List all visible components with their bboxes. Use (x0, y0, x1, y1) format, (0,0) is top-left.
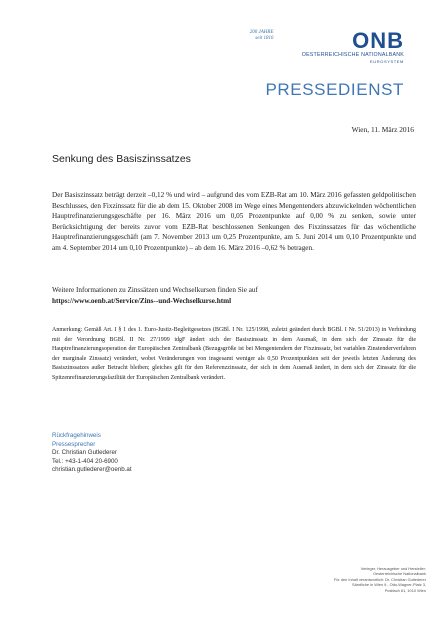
footer-line-3: Für den Inhalt verantwortlich: Dr. Christian Gutlederer (333, 576, 426, 582)
anniversary-mark (250, 30, 274, 42)
anniversary-line2: seit 1816 (255, 36, 274, 41)
section-title: PRESSEDIENST (265, 80, 404, 99)
logo-mark: ONB (352, 28, 404, 53)
contact-name: Dr. Christian Gutlederer (52, 449, 117, 457)
publisher-footer (334, 566, 426, 593)
footer-line-2: Oesterreichische Nationalbank (373, 571, 426, 577)
bank-name: OESTERREICHISCHE NATIONALBANK (301, 52, 404, 58)
page-title: Senkung des Basiszinssatzes (52, 153, 191, 165)
contact-phone: Tel.: +43-1-404 20-6900 (52, 457, 118, 465)
press-date: Wien, 11. März 2016 (351, 125, 414, 134)
info-text: Weitere Informationen zu Zinssätzen und Wechselkursen finden Sie auf (52, 286, 258, 294)
oenb-logo (249, 28, 404, 64)
body-paragraph-1: Der Basiszinssatz beträgt derzeit –0,12 % und wird – aufgrund des vom EZB-Rat am 10. März 2016 gefassten geldpolitischen Beschlusses, den Fixzinssatz für die ab dem 15. Oktober 2008 im Wege eines Mengentenders abzuwickelnden wöchentlichen Hauptrefinanzierungsgeschäfte per 16. März 2016 um 0,05 Prozentpunkte auf 0,00 % zu senken, sowie unter Berücksichtigung der bereits zuvor vom EZB-Rat beschlossenen Senkungen des Fixzinssatzes für das wöchentliche Hauptrefinanzierungsgeschäft (am 7. November 2013 um 0,25 Prozentpunkte, am 5. Juni 2014 um 0,10 Prozentpunkte und am 4. September 2014 um 0,10 Prozentpunkte) – ab dem 16. März 2016 –0,62 % betragen. (52, 191, 416, 252)
eurosystem-label: EUROSYSTEM (369, 59, 404, 64)
contact-role: Pressesprecher (52, 440, 96, 448)
footer-line-1: Verleger, Herausgeber und Hersteller: (360, 566, 426, 571)
anniversary-line1: 200 JAHRE (249, 30, 274, 35)
info-link[interactable]: https://www.oenb.at/Service/Zins--und-Wechselkurse.html (52, 296, 232, 305)
contact-email[interactable]: christian.gutlederer@oenb.at (52, 466, 132, 474)
contact-heading: Rückfragehinweis (52, 432, 101, 439)
footer-line-4: Sämtliche in Wien 9., Otto-Wagner-Platz 3, (351, 582, 426, 588)
footer-line-5: Postfach 61, 1010 Wien (384, 587, 426, 593)
legal-note: Anmerkung: Gemäß Art. I § 1 des 1. Euro-Justiz-Begleitgesetzes (BGBl. I Nr. 125/1998, zuletzt geändert durch BGBl. I Nr. 51/2013) in Verbindung mit der Verordnung BGBl. II Nr. 27/1999 idgF ändert sich der Basiszinssatz in dem Ausmaß, in dem sich der Zinssatz für die Hauptrefinanzierungsoperation der Europäischen Zentralbank (Bezugsgröße ist bei Mengentendern der Fixzinssatz, bei variablen Zinstenderverfahren der marginale Zinssatz) verändert, wobei Veränderungen von insgesamt weniger als 0,50 Prozentpunkten seit der jeweils letzten Änderung des Basiszinssatzes außer Betracht bleiben; gleiches gilt für den Referenzzinssatz, der sich in dem Ausmaß ändert, in dem sich der Zinssatz für die Spitzenrefinanzierungsfazilität der Europäischen Zentralbank verändert. (52, 327, 416, 381)
body-paragraph-2 (52, 285, 416, 306)
contact-block (52, 432, 132, 475)
